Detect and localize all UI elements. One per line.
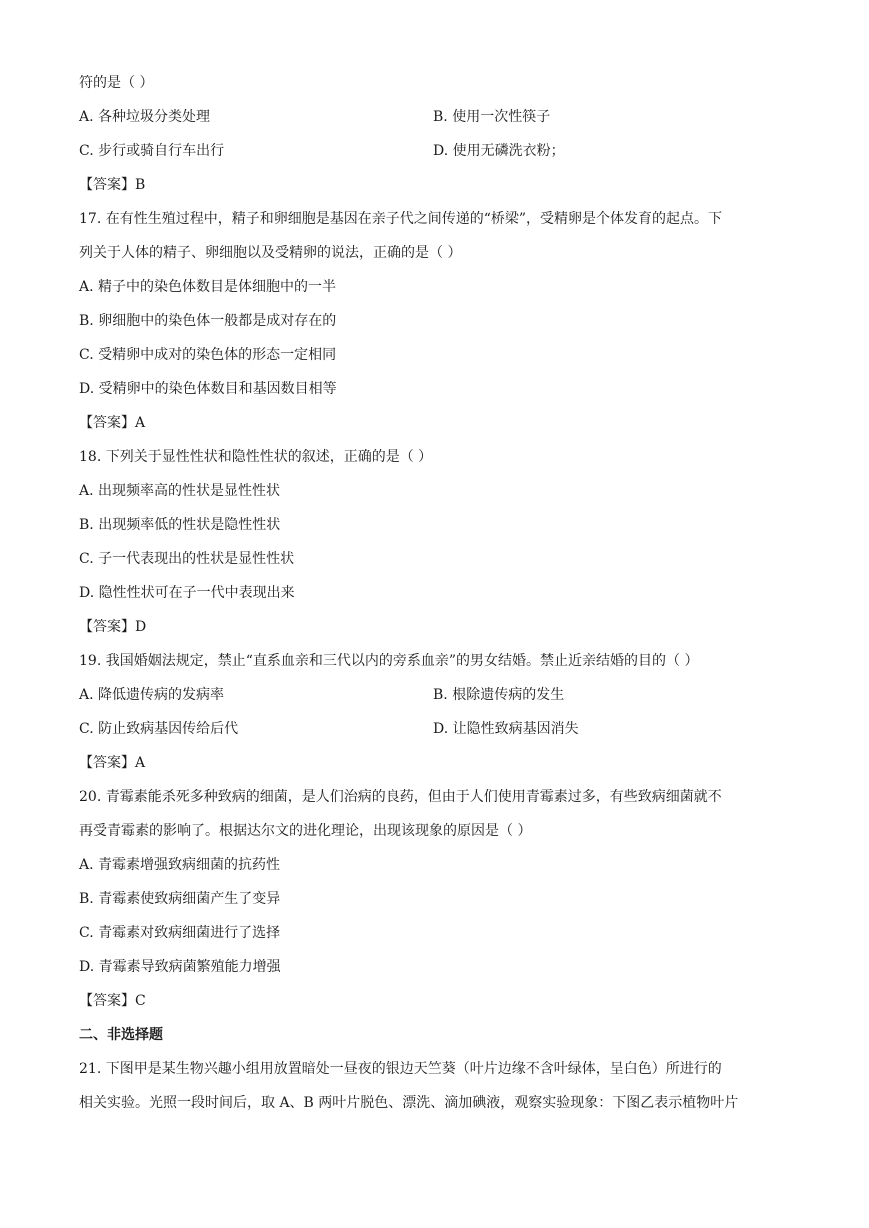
question-17-stem-cont: 列关于人体的精子、卵细胞以及受精卵的说法，正确的是（ ） bbox=[79, 245, 462, 261]
q19-answer: 【答案】A bbox=[79, 755, 146, 771]
q16-option-b: B. 使用一次性筷子 bbox=[433, 109, 551, 125]
q16-answer: 【答案】B bbox=[79, 177, 146, 193]
q20-answer: 【答案】C bbox=[79, 993, 146, 1009]
q20-option-c: C. 青霉素对致病细菌进行了选择 bbox=[79, 925, 281, 941]
q19-option-a: A. 降低遗传病的发病率 bbox=[79, 687, 225, 703]
q18-option-c: C. 子一代表现出的性状是显性性状 bbox=[79, 551, 295, 567]
q20-option-d: D. 青霉素导致病菌繁殖能力增强 bbox=[79, 959, 281, 975]
q16-option-d: D. 使用无磷洗衣粉； bbox=[433, 143, 565, 159]
q17-option-b: B. 卵细胞中的染色体一般都是成对存在的 bbox=[79, 313, 337, 329]
question-18-stem: 18. 下列关于显性性状和隐性性状的叙述，正确的是（ ） bbox=[79, 449, 433, 465]
question-20-stem: 20. 青霉素能杀死多种致病的细菌，是人们治病的良药，但由于人们使用青霉素过多，有些致病细菌就不 bbox=[79, 789, 722, 805]
q19-option-c: C. 防止致病基因传给后代 bbox=[79, 721, 239, 737]
question-19-stem: 19. 我国婚姻法规定，禁止“直系血亲和三代以内的旁系血亲”的男女结婚。禁止近亲结婚的目的（ ） bbox=[79, 653, 699, 669]
q17-answer: 【答案】A bbox=[79, 415, 146, 431]
q18-option-a: A. 出现频率高的性状是显性性状 bbox=[79, 483, 281, 499]
q19-option-d: D. 让隐性致病基因消失 bbox=[433, 721, 579, 737]
section-heading-non-choice: 二、非选择题 bbox=[79, 1027, 163, 1043]
q17-option-a: A. 精子中的染色体数目是体细胞中的一半 bbox=[79, 279, 337, 295]
q18-option-d: D. 隐性性状可在子一代中表现出来 bbox=[79, 585, 295, 601]
q17-option-c: C. 受精卵中成对的染色体的形态一定相同 bbox=[79, 347, 337, 363]
q20-option-b: B. 青霉素使致病细菌产生了变异 bbox=[79, 891, 281, 907]
question-20-stem-cont: 再受青霉素的影响了。根据达尔文的进化理论，出现该现象的原因是（ ） bbox=[79, 823, 532, 839]
q18-answer: 【答案】D bbox=[79, 619, 147, 635]
q20-option-a: A. 青霉素增强致病细菌的抗药性 bbox=[79, 857, 281, 873]
question-21-stem: 21. 下图甲是某生物兴趣小组用放置暗处一昼夜的银边天竺葵（叶片边缘不含叶绿体，呈白色）所进行的 bbox=[79, 1061, 722, 1077]
q16-option-c: C. 步行或骑自行车出行 bbox=[79, 143, 225, 159]
q16-option-a: A. 各种垃圾分类处理 bbox=[79, 109, 211, 125]
q17-option-d: D. 受精卵中的染色体数目和基因数目相等 bbox=[79, 381, 337, 397]
question-17-stem: 17. 在有性生殖过程中，精子和卵细胞是基因在亲子代之间传递的“桥梁”，受精卵是个体发育的起点。下 bbox=[79, 211, 723, 227]
q19-option-b: B. 根除遗传病的发生 bbox=[433, 687, 565, 703]
q18-option-b: B. 出现频率低的性状是隐性性状 bbox=[79, 517, 281, 533]
question-16-stem-tail: 符的是（ ） bbox=[79, 75, 154, 91]
question-21-stem-cont: 相关实验。光照一段时间后，取 A、B 两叶片脱色、漂洗、滴加碘液，观察实验现象：下图乙表示植物叶片 bbox=[79, 1095, 739, 1111]
